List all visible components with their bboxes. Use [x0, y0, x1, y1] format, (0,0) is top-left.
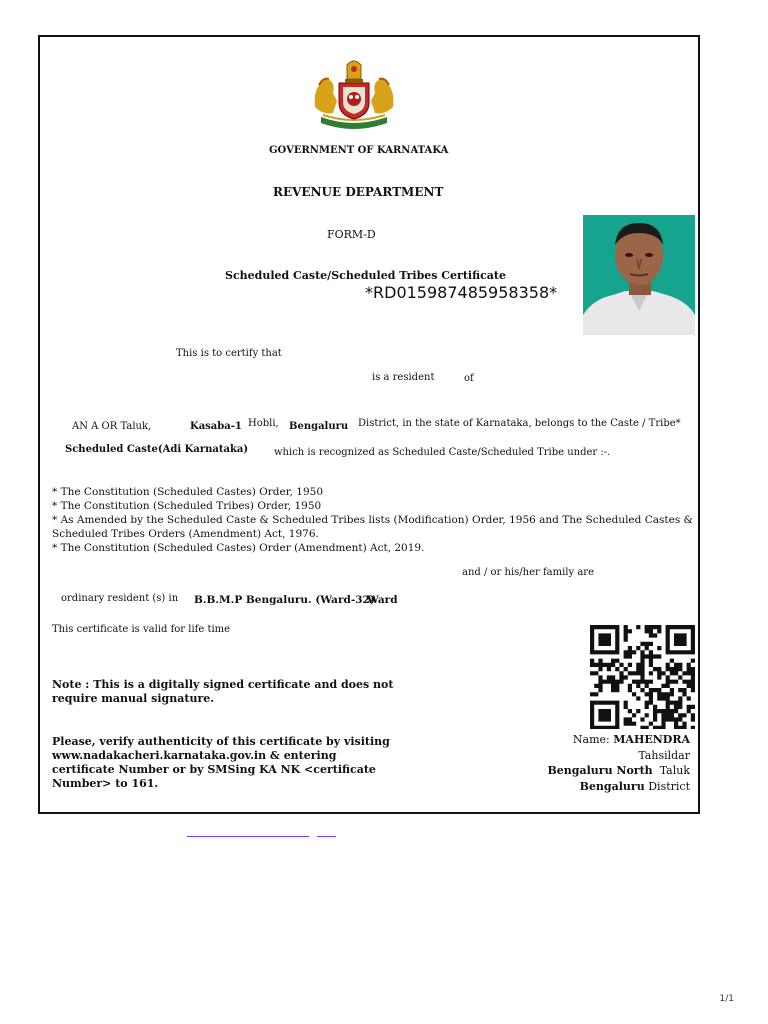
- note-line: require manual signature.: [52, 692, 215, 705]
- order-line: * The Constitution (Scheduled Tribes) Order, 1950: [52, 500, 322, 512]
- family-text: and / or his/her family are: [462, 567, 594, 578]
- order-line: * As Amended by the Scheduled Caste & Scheduled Tribes lists (Modification) Order, 1956 and The Scheduled Castes &: [52, 514, 693, 526]
- orders-list: [52, 485, 693, 555]
- page-number: 1/1: [719, 994, 734, 1004]
- order-line: * The Constitution (Scheduled Castes) Order, 1950: [52, 486, 323, 498]
- certificate-title: Scheduled Caste/Scheduled Tribes Certificate: [225, 269, 507, 282]
- signatory-name-label: Name:: [572, 733, 610, 746]
- applicant-photo: [583, 215, 695, 335]
- district-name: Bengaluru: [289, 421, 349, 432]
- hobli-name: Kasaba-1: [190, 421, 242, 432]
- footer-link[interactable]: [187, 836, 309, 837]
- recognized-text: which is recognized as Scheduled Caste/Scheduled Tribe under :-.: [274, 447, 611, 458]
- ward-label: Ward: [367, 594, 398, 606]
- certificate-number: *RD015987485958358*: [365, 283, 558, 302]
- certify-intro: This is to certify that: [176, 348, 282, 359]
- is-a-resident-text: is a resident: [372, 372, 435, 383]
- district-text: District, in the state of Karnataka, belongs to the Caste / Tribe*: [358, 418, 681, 429]
- karnataka-emblem-icon: [311, 55, 397, 131]
- order-line: * The Constitution (Scheduled Castes) Order (Amendment) Act, 2019.: [52, 542, 425, 554]
- of-text: of: [464, 373, 474, 384]
- department-title: REVENUE DEPARTMENT: [273, 185, 444, 199]
- form-title: FORM-D: [327, 228, 376, 241]
- signatory-district-name: Bengaluru: [579, 779, 645, 793]
- signatory-taluk-label: Taluk: [659, 764, 690, 777]
- verify-line: Number> to 161.: [52, 777, 159, 790]
- signatory-block: [548, 732, 691, 794]
- ward-name: B.B.M.P Bengaluru. (Ward-32): [194, 594, 375, 606]
- place-prefix: AN A OR Taluk,: [72, 421, 152, 432]
- order-line: Scheduled Tribes Orders (Amendment) Act, 1976.: [52, 528, 319, 540]
- verify-line: Please, verify authenticity of this certificate by visiting: [52, 735, 390, 748]
- signatory-designation: Tahsildar: [638, 748, 690, 762]
- qr-modules: [590, 625, 695, 729]
- footer-link-short[interactable]: [317, 836, 336, 837]
- digital-signature-note: [52, 678, 393, 706]
- signatory-district-label: District: [648, 779, 690, 793]
- qr-code: [590, 625, 696, 729]
- verify-line: www.nadakacheri.karnataka.gov.in & entering: [52, 749, 337, 762]
- validity-text: This certificate is valid for life time: [52, 624, 231, 635]
- certificate: [38, 35, 700, 814]
- ordinary-resident-text: ordinary resident (s) in: [61, 593, 179, 604]
- hobli-label: Hobli,: [248, 418, 279, 429]
- caste-name: Scheduled Caste(Adi Karnataka): [65, 444, 249, 455]
- signatory-name: MAHENDRA: [613, 733, 690, 746]
- signatory-taluk-name: Bengaluru North: [547, 764, 653, 777]
- verify-line: certificate Number or by SMSing KA NK <certificate: [52, 763, 376, 776]
- verification-instructions: [52, 735, 390, 791]
- note-line: Note : This is a digitally signed certificate and does not: [52, 678, 394, 691]
- government-title: GOVERNMENT OF KARNATAKA: [269, 145, 449, 156]
